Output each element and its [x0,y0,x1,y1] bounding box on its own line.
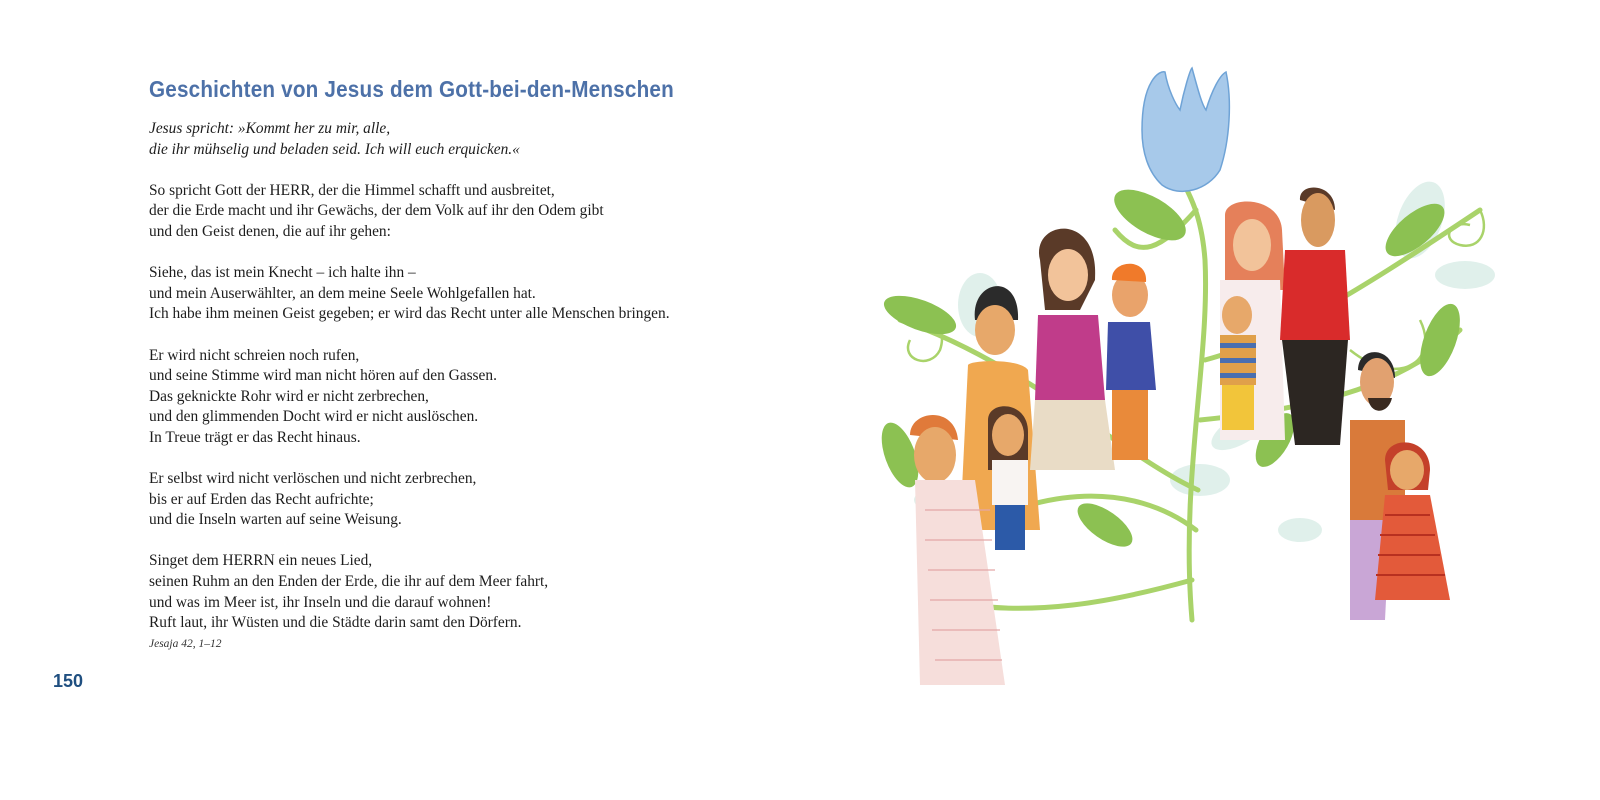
intro-quote [149,119,849,160]
person-child-striped [1220,296,1256,430]
verse-line: und die Inseln warten auf seine Weisung. [149,511,402,529]
stanza-2 [149,263,849,325]
verse-line: und den glimmenden Docht wird er nicht auslöschen. [149,408,479,426]
intro-line: die ihr mühselig und beladen seid. Ich will euch erquicken.« [149,140,520,158]
verse-line: seinen Ruhm an den Enden der Erde, die ihr auf dem Meer fahrt, [149,573,549,591]
verse-line: In Treue trägt er das Recht hinaus. [149,428,361,446]
stanza-4 [149,469,849,531]
stanza-1 [149,181,849,243]
verse-line: und was im Meer ist, ihr Inseln und die darauf wohnen! [149,593,492,611]
verse-line: Ruft laut, ihr Wüsten und die Städte darin samt den Dörfern. [149,614,522,632]
person-girl-red-dress [1375,442,1450,600]
person-woman-magenta [1030,229,1115,470]
page-number: 150 [53,671,84,691]
verse-line: und seine Stimme wird man nicht hören auf den Gassen. [149,367,497,385]
verse-line: der die Erde macht und ihr Gewächs, der dem Volk auf ihr den Odem gibt [149,202,604,220]
scripture-text [149,119,849,652]
page-title: Geschichten von Jesus dem Gott-bei-den-Menschen [149,76,674,102]
verse-line: Ich habe ihm meinen Geist gegeben; er wird das Recht unter alle Menschen bringen. [149,305,670,323]
tulip-tree-with-people-illustration [880,60,1530,720]
blue-tulip-flower [1142,68,1229,191]
verse-line: und mein Auserwählter, an dem meine Seele Wohlgefallen hat. [149,284,536,302]
verse-line: Er selbst wird nicht verlöschen und nicht zerbrechen, [149,470,477,488]
intro-line: Jesus spricht: »Kommt her zu mir, alle, [149,120,391,137]
verse-line: bis er auf Erden das Recht aufrichte; [149,490,374,508]
stanza-5 [149,551,849,633]
scripture-reference: Jesaja 42, 1–12 [149,637,222,650]
verse-line: Siehe, das ist mein Knecht – ich halte ihn – [149,264,416,282]
stanza-3 [149,346,849,449]
verse-line: Singet dem HERRN ein neues Lied, [149,552,373,570]
person-boy-blue [1106,264,1156,460]
verse-line: Er wird nicht schreien noch rufen, [149,346,360,364]
person-man-red [1280,188,1350,445]
verse-line: und den Geist denen, die auf ihr gehen: [149,222,391,240]
people-group [910,188,1450,685]
verse-line: So spricht Gott der HERR, der die Himmel schafft und ausbreitet, [149,181,555,199]
verse-line: Das geknickte Rohr wird er nicht zerbrechen, [149,387,429,405]
